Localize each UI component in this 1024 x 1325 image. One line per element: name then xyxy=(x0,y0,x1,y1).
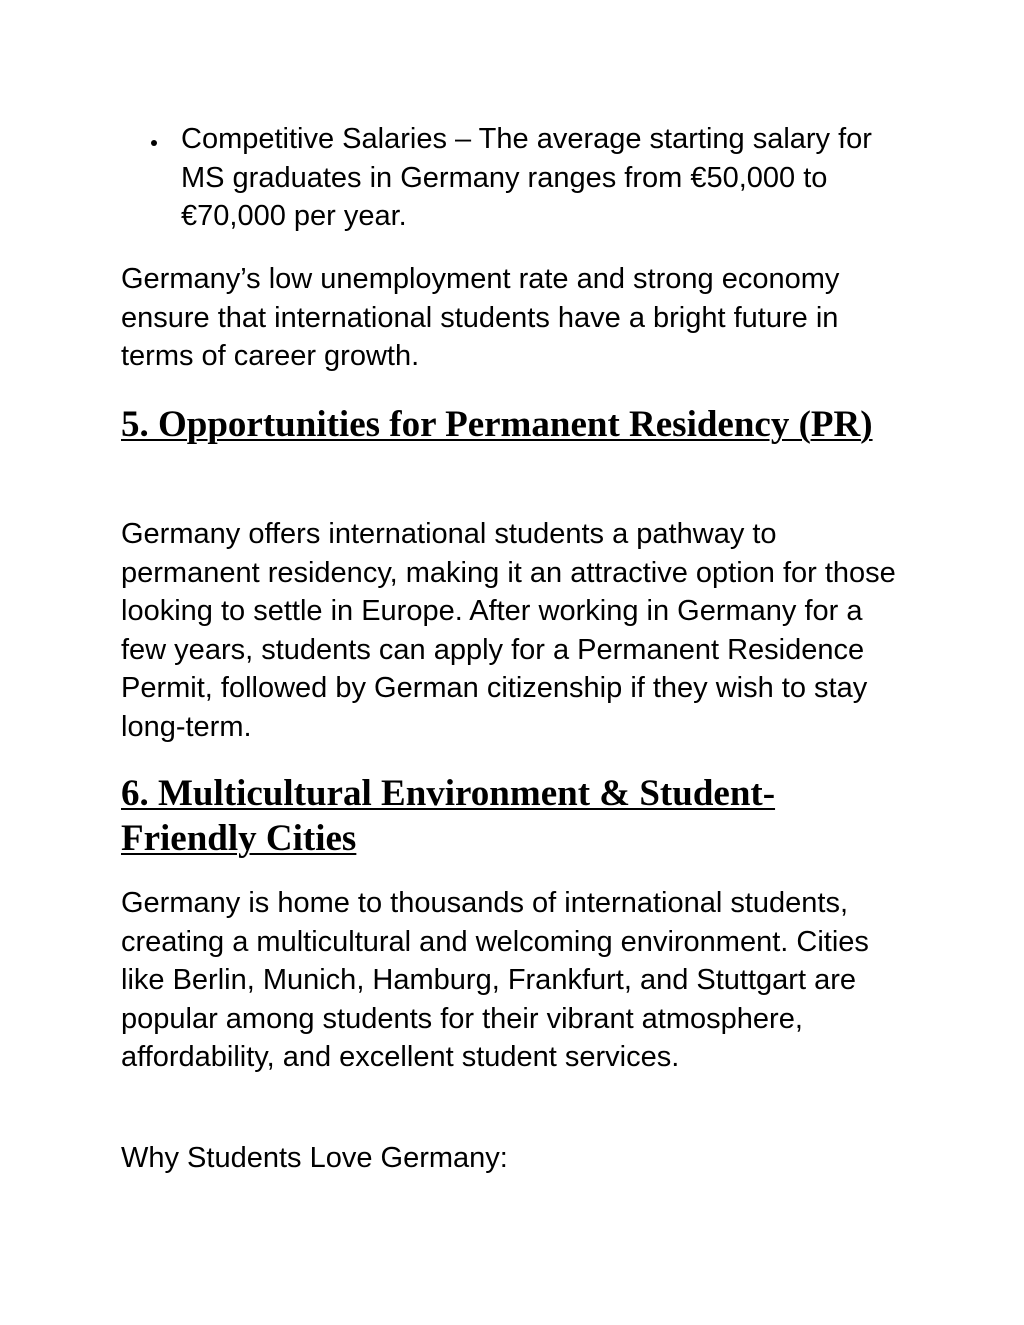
bullet-list xyxy=(0,120,1024,236)
paragraph-career-growth: Germany’s low unemployment rate and strong economy ensure that international students have a bright future in terms of career growth. xyxy=(121,263,840,372)
paragraph-permanent-residency: Germany offers international students a pathway to permanent residency, making it an attractive option for those looking to settle in Europe. After working in Germany for a few years, students can apply for a Permanent Residence Permit, followed by German citizenship if they wish to stay long-term. xyxy=(121,518,896,743)
list-item xyxy=(0,120,1024,236)
bullet-text-competitive-salaries: Competitive Salaries – The average starting salary for MS graduates in Germany ranges from €50,000 to €70,000 per year. xyxy=(181,123,872,232)
paragraph-multicultural: Germany is home to thousands of international students, creating a multicultural and welcoming environment. Cities like Berlin, Munich, Hamburg, Frankfurt, and Stuttgart are popular among students for their vibrant atmosphere, affordability, and excellent student services. xyxy=(121,887,869,1073)
bullet-icon xyxy=(151,140,157,146)
section-heading-multicultural: 6. Multicultural Environment & Student-Friendly Cities xyxy=(121,773,776,859)
paragraph-why-students-love-germany: Why Students Love Germany: xyxy=(121,1142,508,1174)
section-heading-permanent-residency: 5. Opportunities for Permanent Residency (PR) xyxy=(121,404,873,445)
